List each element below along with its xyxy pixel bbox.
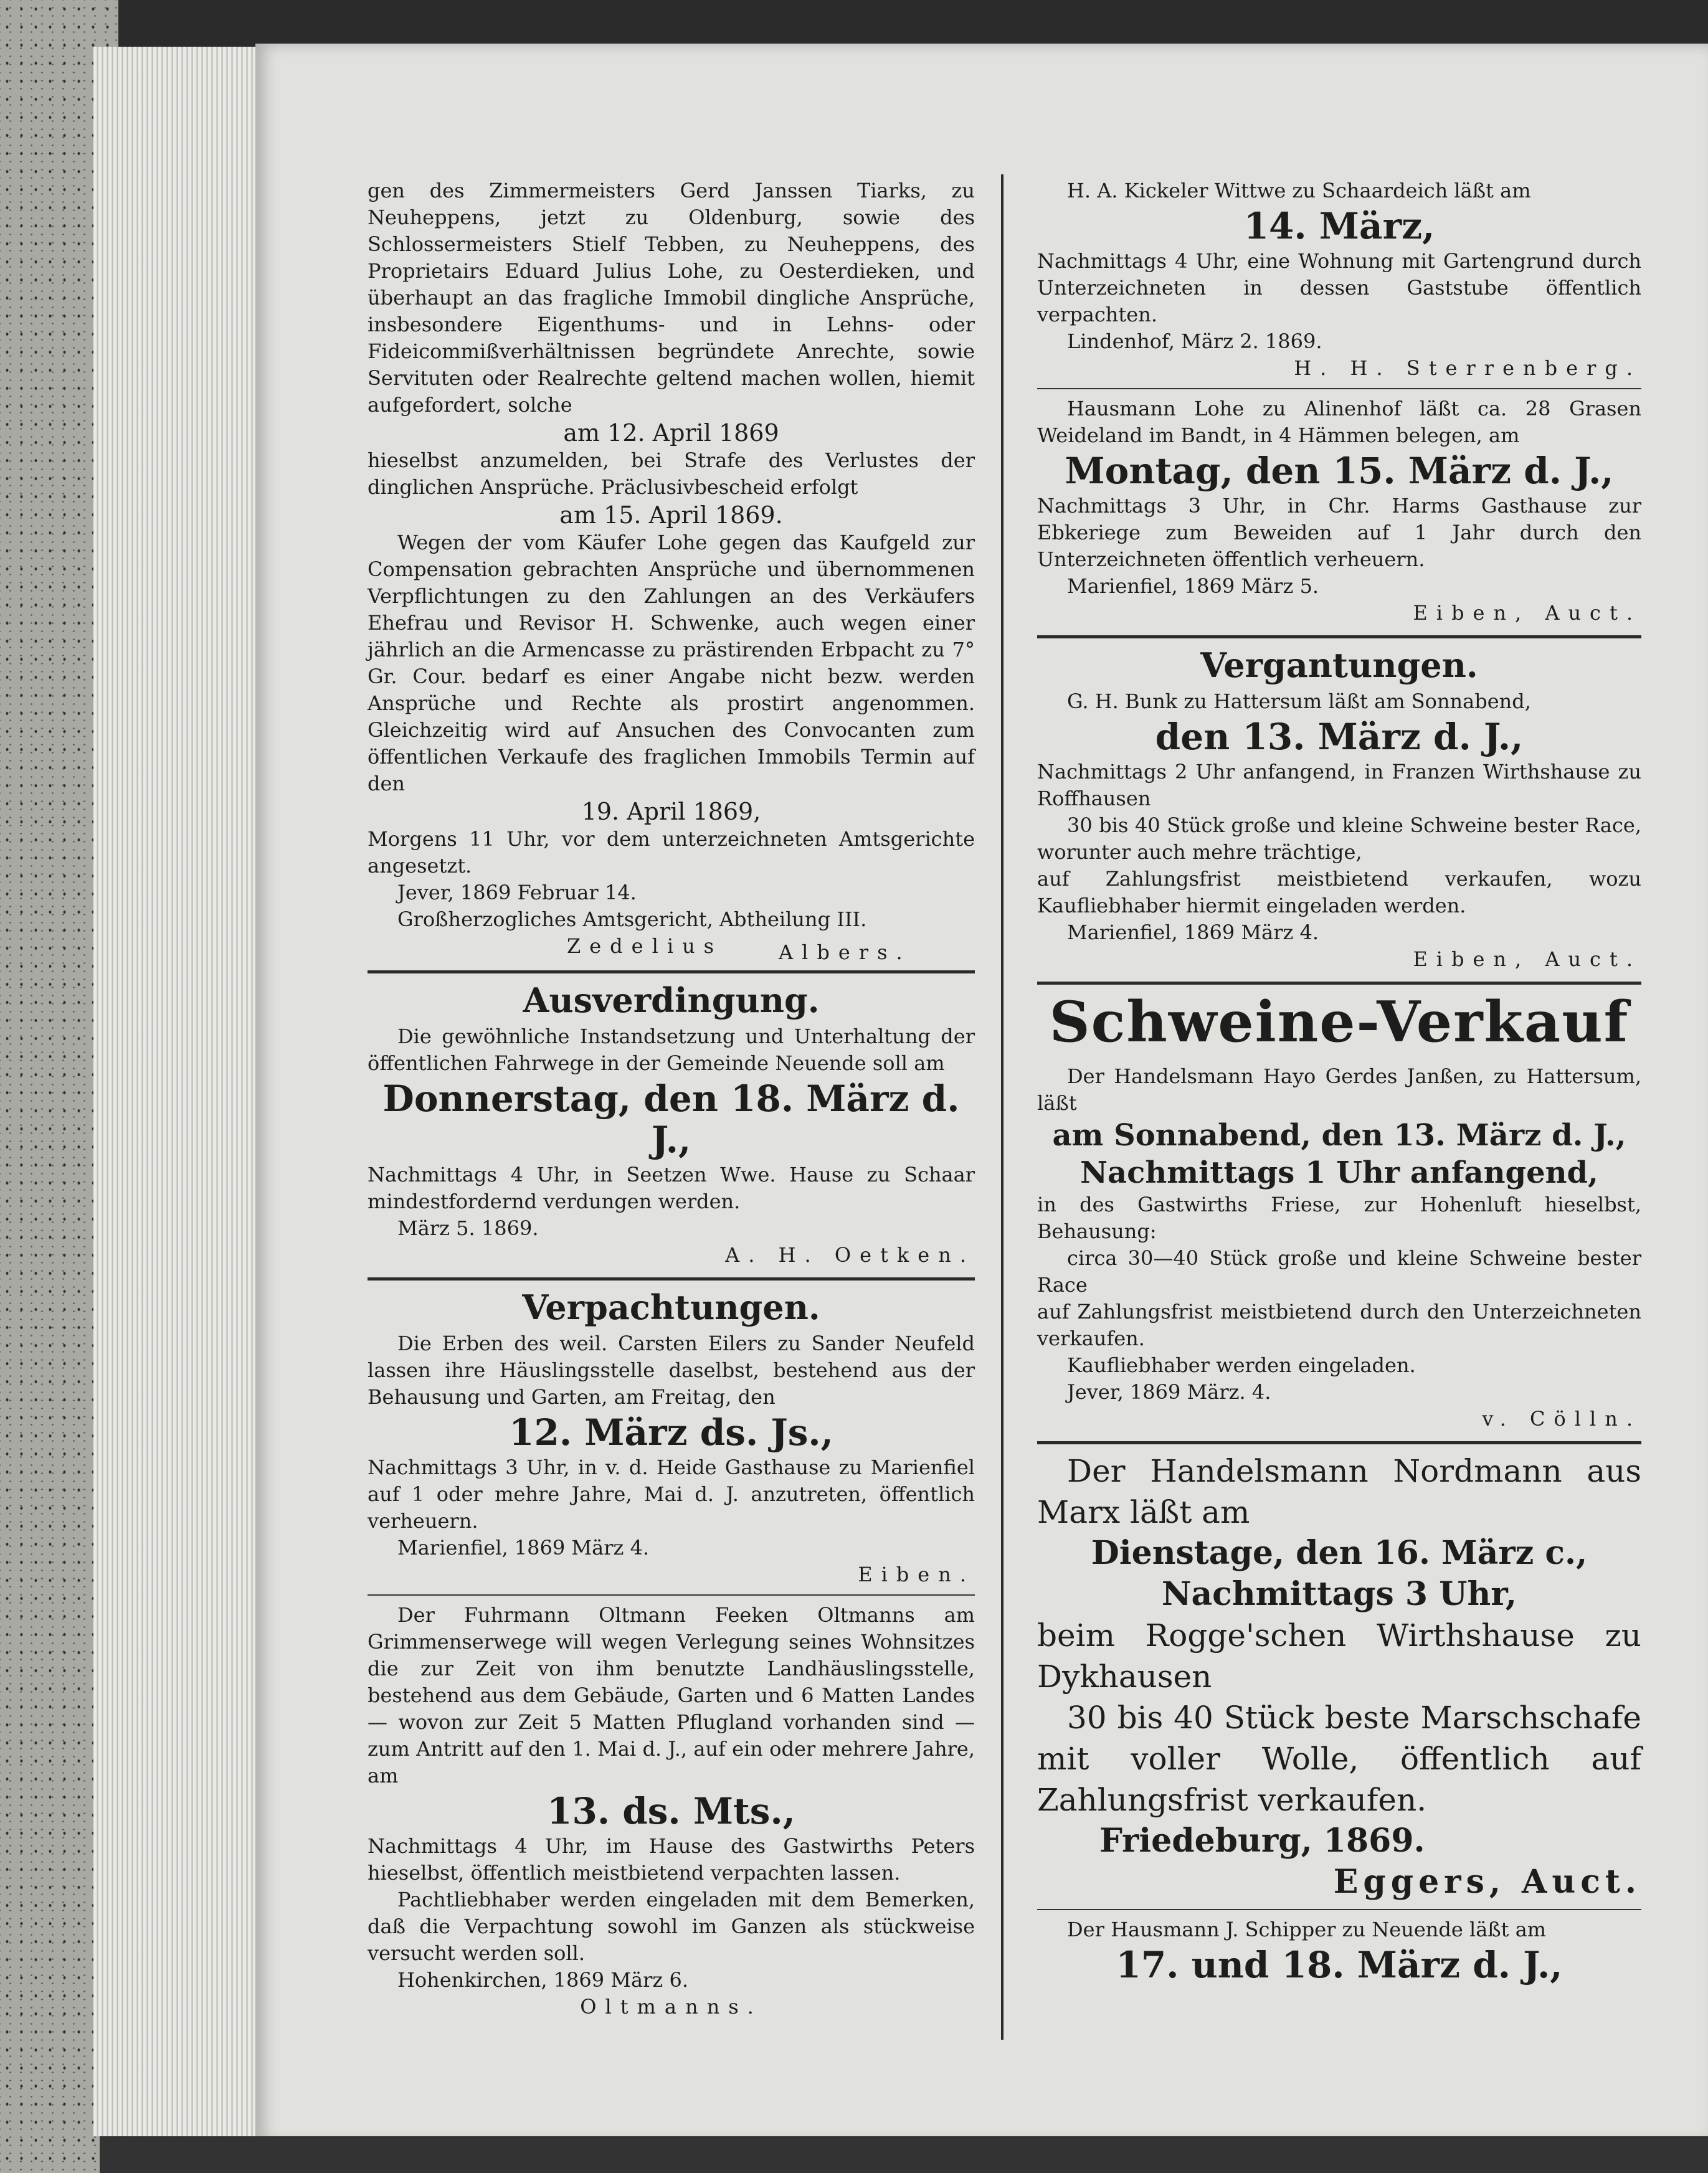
notice-text: Der Handelsmann Nordmann aus Marx läßt am bbox=[1037, 1453, 1641, 1530]
notice-date: Donnerstag, den 18. März d. J., bbox=[382, 1077, 960, 1161]
notice-text: beim Rogge'schen Wirthshause zu Dykhausen bbox=[1037, 1617, 1641, 1695]
right-column bbox=[1037, 178, 1641, 1987]
notice-date: 14. März, bbox=[1243, 205, 1435, 247]
section-heading: Verpachtungen. bbox=[522, 1287, 820, 1327]
notice-nordmann bbox=[1037, 1451, 1641, 1903]
signature: A. H. Oetken. bbox=[725, 1243, 975, 1267]
notice-text: Die gewöhnliche Instandsetzung und Unterhaltung der öffentlichen Fahrwege in der Gemeinde Neuende soll am bbox=[368, 1025, 975, 1075]
notice-place: Jever, 1869 Februar 14. bbox=[397, 881, 637, 904]
left-column bbox=[368, 178, 975, 2020]
notice-text: auf Zahlungsfrist meistbietend verkaufen, wozu Kaufliebhaber hiermit eingeladen werden. bbox=[1037, 867, 1641, 917]
notice-text: G. H. Bunk zu Hattersum läßt am Sonnabend, bbox=[1067, 689, 1531, 713]
signature-row bbox=[368, 933, 975, 962]
notice-text: Der Fuhrmann Oltmann Feeken Oltmanns am Grimmenserwege will wegen Verlegung seines Wohnsitzes die zur Zeit von ihm benutzte Landhäuslingsstelle, bestehend aus dem Gebäude, Garten und 6 Matten Landes — wovon zur Zeit 5 Matten Pflugland vorhanden sind — zum Antritt auf den 1. Mai d. J., auf ein oder mehrere Jahre, am bbox=[368, 1603, 975, 1787]
notice-text: circa 30—40 Stück große und kleine Schweine bester Race bbox=[1037, 1246, 1641, 1297]
notice-place: Lindenhof, März 2. 1869. bbox=[1067, 329, 1322, 353]
notice-text: gen des Zimmermeisters Gerd Janssen Tiarks, zu Neuheppens, jetzt zu Oldenburg, sowie des Schlossermeisters Stielf Tebben, zu Neuheppens, des Proprietairs Eduard Julius Lohe, zu Oesterdieken, und überhaupt an das fragliche Immobil dingliche Ansprüche, insbesondere Eigenthums- und in Lehns- oder Fideicommißverhältnissen begründete Anrechte, sowie Servituten oder Realrechte geltend machen wollen, hiemit aufgefordert, solche bbox=[368, 179, 975, 417]
separator bbox=[1037, 388, 1641, 389]
notice-place: Friedeburg, 1869. bbox=[1099, 1822, 1425, 1860]
notice-text: Nachmittags 4 Uhr, im Hause des Gastwirths Peters hieselbst, öffentlich meistbietend verpachten lassen. bbox=[368, 1834, 975, 1885]
notice-text: Die Erben des weil. Carsten Eilers zu Sander Neufeld lassen ihre Häuslingsstelle daselbst, bestehend aus der Behausung und Garten, am Freitag, den bbox=[368, 1332, 975, 1409]
signature: v. Cölln. bbox=[1482, 1407, 1641, 1431]
signature: Eiben, Auct. bbox=[1413, 947, 1641, 971]
notice-text: Morgens 11 Uhr, vor dem unterzeichneten Amtsgerichte angesetzt. bbox=[368, 827, 975, 878]
separator bbox=[368, 1277, 975, 1281]
notice-date: am 15. April 1869. bbox=[559, 501, 783, 529]
notice-text: Pachtliebhaber werden eingeladen mit dem Bemerken, daß die Verpachtung sowohl im Ganzen als stückweise versucht werden soll. bbox=[368, 1888, 975, 1965]
notice-text: Nachmittags 3 Uhr, in Chr. Harms Gasthause zur Ebkeriege zum Beweiden auf 1 Jahr durch den Unterzeichneten öffentlich verheuern. bbox=[1037, 494, 1641, 571]
notice-text: Der Handelsmann Hayo Gerdes Janßen, zu Hattersum, läßt bbox=[1037, 1064, 1641, 1115]
notice-place: Jever, 1869 März. 4. bbox=[1067, 1380, 1271, 1404]
notice-place: Marienfiel, 1869 März 4. bbox=[397, 1536, 650, 1560]
notice-date: Montag, den 15. März d. J., bbox=[1065, 450, 1614, 492]
notice-date: Dienstage, den 16. März c., bbox=[1091, 1534, 1588, 1572]
advert-title: Schweine-Verkauf bbox=[1049, 989, 1630, 1055]
notice-place: Marienfiel, 1869 März 4. bbox=[1067, 921, 1319, 944]
notice-text: hieselbst anzumelden, bei Strafe des Verlustes der dinglichen Ansprüche. Präclusivbescheid erfolgt bbox=[368, 448, 975, 499]
separator bbox=[368, 970, 975, 973]
notice-court: Großherzogliches Amtsgericht, Abtheilung III. bbox=[397, 907, 867, 931]
notice-text: Der Hausmann J. Schipper zu Neuende läßt am bbox=[1067, 1918, 1547, 1941]
notice-kickeler bbox=[1037, 178, 1641, 382]
notice-oltmanns bbox=[368, 1602, 975, 2020]
notice-text: Hausmann Lohe zu Alinenhof läßt ca. 28 Grasen Weideland im Bandt, in 4 Hämmen belegen, am bbox=[1037, 397, 1641, 447]
signature: Eggers, Auct. bbox=[1333, 1863, 1641, 1901]
notice-text: in des Gastwirths Friese, zur Hohenluft hieselbst, Behausung: bbox=[1037, 1193, 1641, 1243]
notice-schweine-verkauf bbox=[1037, 991, 1641, 1432]
signature: Zedelius bbox=[567, 934, 723, 958]
book-page-edges bbox=[93, 47, 259, 2136]
notice-place: Marienfiel, 1869 März 5. bbox=[1067, 574, 1319, 598]
notice-text: H. A. Kickeler Wittwe zu Schaardeich läßt am bbox=[1067, 179, 1531, 202]
signature: H. H. Sterrenberg. bbox=[1294, 356, 1641, 380]
notice-court-summons bbox=[368, 178, 975, 962]
notice-time: Nachmittags 3 Uhr, bbox=[1161, 1575, 1517, 1613]
notice-text: 30 bis 40 Stück große und kleine Schweine bester Race, worunter auch mehre trächtige, bbox=[1037, 813, 1641, 864]
signature: Albers. bbox=[779, 940, 911, 964]
notice-date: 12. März ds. Js., bbox=[509, 1411, 833, 1454]
signature: Eiben. bbox=[858, 1563, 975, 1586]
notice-text: auf Zahlungsfrist meistbietend durch den Unterzeichneten verkaufen. bbox=[1037, 1300, 1641, 1350]
notice-text: 30 bis 40 Stück beste Marschschafe mit voller Wolle, öffentlich auf Zahlungsfrist verkaufen. bbox=[1037, 1700, 1641, 1818]
notice-text: Kaufliebhaber werden eingeladen. bbox=[1067, 1353, 1416, 1377]
notice-verpachtungen bbox=[368, 1287, 975, 1588]
separator bbox=[1037, 635, 1641, 638]
column-divider bbox=[1001, 174, 1003, 2040]
notice-place: Hohenkirchen, 1869 März 6. bbox=[397, 1968, 688, 1992]
separator bbox=[1037, 1441, 1641, 1444]
notice-text: Nachmittags 2 Uhr anfangend, in Franzen Wirthshause zu Roffhausen bbox=[1037, 760, 1641, 810]
notice-schipper bbox=[1037, 1916, 1641, 1986]
signature: Oltmanns. bbox=[580, 1995, 762, 2019]
section-heading: Ausverdingung. bbox=[523, 980, 820, 1020]
notice-text: Nachmittags 3 Uhr, in v. d. Heide Gasthause zu Marienfiel auf 1 oder mehre Jahre, Mai d. J. anzutreten, öffentlich verheuern. bbox=[368, 1456, 975, 1533]
notice-place: März 5. 1869. bbox=[397, 1216, 539, 1240]
notice-text: Nachmittags 4 Uhr, in Seetzen Wwe. Hause zu Schaar mindestfordernd verdungen werden. bbox=[368, 1163, 975, 1213]
notice-ausverdingung bbox=[368, 980, 975, 1269]
notice-text: Nachmittags 4 Uhr, eine Wohnung mit Gartengrund durch Unterzeichneten in dessen Gaststube öffentlich verpachten. bbox=[1037, 249, 1641, 326]
separator bbox=[1037, 1909, 1641, 1910]
separator bbox=[368, 1594, 975, 1596]
notice-lohe bbox=[1037, 395, 1641, 627]
notice-date: 17. und 18. März d. J., bbox=[1116, 1944, 1563, 1986]
notice-time: Nachmittags 1 Uhr anfangend, bbox=[1080, 1155, 1598, 1190]
notice-date: 19. April 1869, bbox=[581, 798, 761, 825]
notice-date: am Sonnabend, den 13. März d. J., bbox=[1052, 1118, 1626, 1153]
notice-date: 13. ds. Mts., bbox=[547, 1790, 795, 1832]
notice-date: den 13. März d. J., bbox=[1155, 716, 1524, 758]
scan-border-bottom bbox=[100, 2136, 1708, 2173]
notice-vergantungen bbox=[1037, 645, 1641, 973]
notice-text: Wegen der vom Käufer Lohe gegen das Kaufgeld zur Compensation gebrachten Ansprüche und übernommenen Verpflichtungen zu den Zahlungen an des Verkäufers Ehefrau und Revisor H. Schwenke, auch wegen einer jährlich an die Armencasse zu prästirenden Erbpacht zu 7° Gr. Cour. bedarf es einer Angabe nicht bezw. werden Ansprüche und Rechte als prostirt angenommen. Gleichzeitig wird auf Ansuchen des Convocanten zum öffentlichen Verkaufe des fraglichen Immobils Termin auf den bbox=[368, 531, 975, 795]
notice-date: am 12. April 1869 bbox=[563, 419, 779, 447]
section-heading: Vergantungen. bbox=[1200, 645, 1478, 685]
signature: Eiben, Auct. bbox=[1413, 601, 1641, 625]
separator bbox=[1037, 982, 1641, 985]
